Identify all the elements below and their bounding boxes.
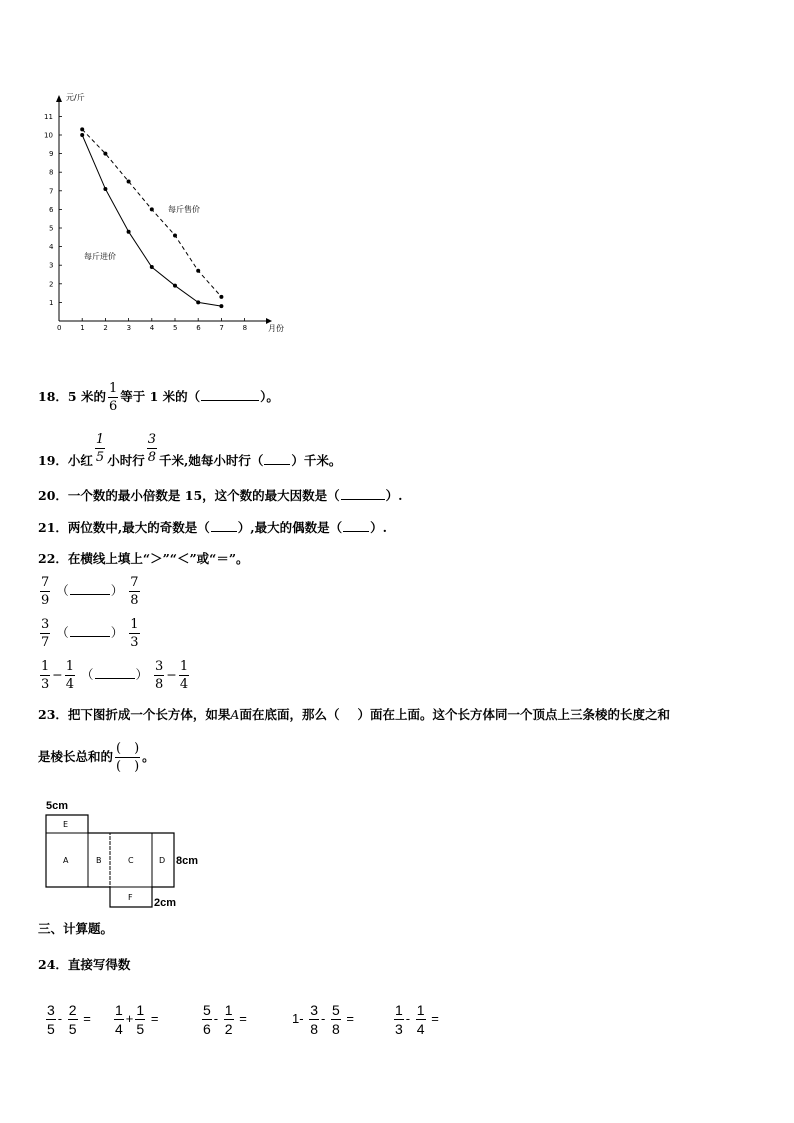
data-point (80, 127, 84, 131)
fraction (179, 660, 189, 691)
question-23-line-2 (38, 742, 155, 773)
question-text: ）,最大的偶数是（ (237, 520, 343, 535)
y-tick-label: 8 (49, 168, 54, 177)
data-point (196, 269, 200, 273)
answer-blank[interactable] (211, 530, 237, 532)
denominator: 4 (115, 1021, 123, 1037)
denominator: 2 (224, 1021, 233, 1037)
fraction (202, 1003, 212, 1036)
sell-price-line (82, 129, 221, 296)
y-tick-label: 2 (49, 280, 54, 289)
chart-axes (56, 95, 272, 324)
numerator: 7 (41, 575, 50, 590)
face-label-e: E (63, 820, 69, 829)
numerator: 1 (115, 1002, 123, 1018)
face-label-b: B (96, 856, 102, 865)
data-point (127, 180, 131, 184)
answer-blank[interactable] (264, 463, 290, 465)
fraction (394, 1003, 404, 1036)
x-tick-label: 7 (219, 324, 224, 332)
numerator: 1 (179, 659, 189, 674)
compare-row-2 (38, 618, 142, 649)
question-text: 小时行 (107, 453, 145, 468)
question-text: 小红 (67, 453, 93, 468)
paren-open: （ (81, 667, 94, 682)
dimension-bottom: 2cm (154, 897, 177, 909)
question-text: ）. (385, 488, 403, 503)
numerator: 7 (130, 575, 139, 590)
question-text: 把下图折成一个长方体，如果 (67, 707, 231, 722)
data-point (103, 187, 107, 191)
fraction (65, 660, 75, 691)
numerator: 3 (41, 617, 50, 632)
question-text: 5 米的 (67, 389, 106, 404)
y-tick-label: 7 (49, 187, 54, 196)
chart-ticks (44, 113, 247, 332)
dimension-top: 5cm (46, 800, 69, 812)
denominator: 3 (130, 635, 139, 650)
fraction (68, 1003, 78, 1036)
operator: - (57, 1010, 63, 1026)
denominator: 9 (41, 593, 50, 608)
x-tick-label: 3 (126, 324, 132, 332)
x-tick-label: 4 (149, 324, 155, 332)
price-line-chart (0, 0, 300, 345)
question-text: 一个数的最小倍数是 15，这个数的最大因数是（ (67, 488, 340, 503)
data-point (150, 265, 154, 269)
question-text: ）。 (260, 389, 279, 404)
question-text: 等于 1 米的（ (120, 389, 201, 404)
denominator: 8 (130, 593, 139, 608)
fraction (147, 433, 157, 464)
paren-close: ） (110, 583, 124, 598)
question-21 (38, 522, 387, 535)
minus-sign: − (166, 667, 177, 682)
calc-item-3 (200, 1003, 247, 1036)
calc-item-5 (392, 1003, 439, 1036)
question-text: ）千米。 (291, 453, 342, 468)
operator: + (125, 1010, 134, 1026)
numerator: 3 (310, 1002, 318, 1018)
fraction (95, 433, 105, 464)
paren-close: ） (135, 667, 149, 682)
equals-sign[interactable]: = (239, 1010, 247, 1026)
denominator: 3 (41, 677, 50, 692)
denominator: 8 (147, 450, 156, 465)
denominator: 8 (331, 1021, 340, 1037)
question-text: ）面在上面。这个长方体同一个顶点上三条棱的长度之和 (357, 707, 670, 722)
question-number: 24． (38, 957, 68, 972)
numerator: 1 (65, 659, 75, 674)
question-text: 在横线上填上“＞”“＜”或“＝”。 (67, 551, 249, 566)
fraction (154, 660, 164, 691)
numerator: 1 (136, 1002, 145, 1018)
fraction (416, 1003, 426, 1036)
data-point (150, 207, 154, 211)
denominator: 6 (108, 399, 118, 414)
question-number: 18． (38, 389, 68, 404)
numerator: 1 (108, 381, 118, 396)
paren-open: （ (56, 625, 69, 640)
fraction (108, 382, 118, 413)
question-23-line-1 (38, 709, 670, 722)
operator: - (213, 1010, 219, 1026)
data-point (219, 295, 223, 299)
denominator: 4 (65, 677, 75, 692)
face-label-f: F (128, 893, 133, 902)
answer-blank[interactable] (341, 498, 385, 500)
fraction (135, 1003, 145, 1036)
denominator: 5 (47, 1021, 55, 1037)
numerator: 1 (416, 1002, 425, 1018)
calc-item-1 (44, 1003, 91, 1036)
question-24 (38, 959, 130, 972)
numerator: 1 (95, 432, 105, 447)
question-text: 两位数中,最大的奇数是（ (67, 520, 210, 535)
dimension-right: 8cm (176, 855, 199, 867)
denominator: 5 (95, 450, 105, 465)
data-point (127, 230, 131, 234)
fraction (129, 576, 139, 607)
y-tick-label: 10 (44, 131, 53, 140)
numerator: 3 (155, 659, 164, 674)
numerator: 3 (147, 432, 156, 447)
denominator: 3 (395, 1021, 403, 1037)
question-number: 21． (38, 520, 68, 535)
denominator: 8 (155, 677, 164, 692)
fraction (40, 576, 50, 607)
numerator: 1 (395, 1002, 403, 1018)
minus-sign: − (52, 667, 63, 682)
x-tick-label: 5 (173, 324, 178, 332)
y-tick-label: 1 (49, 298, 54, 307)
answer-blank[interactable] (70, 635, 110, 637)
data-point (173, 233, 177, 237)
question-number: 20． (38, 488, 68, 503)
cost-price-label: 每斤进价 (84, 252, 116, 261)
question-text: 。 (142, 749, 155, 764)
y-tick-label: 5 (49, 224, 54, 233)
data-point (219, 304, 223, 308)
fraction (40, 660, 50, 691)
x-tick-label: 6 (196, 324, 201, 332)
face-label-c: C (128, 856, 134, 865)
cost-price-line (82, 135, 221, 306)
y-axis-unit: 元/斤 (66, 93, 85, 102)
operator: - (405, 1010, 411, 1026)
face-label-d: D (159, 856, 166, 865)
operator: - (320, 1010, 326, 1026)
y-tick-label: 6 (49, 205, 54, 214)
y-tick-label: 3 (49, 261, 54, 270)
sell-price-label: 每斤售价 (168, 205, 200, 214)
fraction (224, 1003, 234, 1036)
data-point (103, 152, 107, 156)
answer-blank[interactable] (343, 530, 369, 532)
paren-open: （ (56, 583, 69, 598)
numerator: 1 (224, 1002, 233, 1018)
fraction (46, 1003, 56, 1036)
answer-blank[interactable] (95, 677, 135, 679)
numerator: 5 (203, 1002, 211, 1018)
question-number: 23． (38, 707, 68, 722)
cuboid-net-diagram (40, 795, 220, 910)
denominator-blank[interactable]: ( ) (116, 759, 140, 774)
y-axis-arrow (56, 95, 62, 102)
face-a-label: A (230, 707, 240, 722)
denominator: 7 (41, 635, 50, 650)
numerator: 2 (68, 1002, 77, 1018)
question-number: 19． (38, 453, 68, 468)
equals-sign[interactable]: = (346, 1010, 354, 1026)
x-axis-unit: 月份 (268, 324, 284, 333)
answer-blank[interactable] (70, 593, 110, 595)
question-22 (38, 553, 249, 566)
equals-sign[interactable]: = (150, 1010, 159, 1026)
denominator: 8 (310, 1021, 318, 1037)
question-text: 千米,她每小时行（ (159, 453, 264, 468)
denominator: 6 (203, 1021, 211, 1037)
y-tick-label: 4 (49, 243, 54, 252)
calc-item-4 (292, 1003, 354, 1036)
question-20 (38, 490, 403, 503)
paren-close: ） (110, 625, 124, 640)
numerator: 3 (47, 1002, 55, 1018)
question-text: ）. (370, 520, 387, 535)
denominator: 5 (68, 1021, 77, 1037)
question-text: 面在底面，那么（ (239, 707, 340, 722)
data-point (80, 133, 84, 137)
fraction (309, 1003, 319, 1036)
denominator: 4 (416, 1021, 425, 1037)
fraction-blank[interactable] (115, 742, 140, 773)
x-tick-label: 8 (242, 324, 248, 332)
data-point (173, 284, 177, 288)
numerator: 1 (41, 659, 50, 674)
equals-sign[interactable]: = (431, 1010, 439, 1026)
answer-blank[interactable] (201, 399, 259, 401)
compare-row-1 (38, 576, 142, 607)
x-tick-label: 0 (57, 324, 62, 332)
fraction (129, 618, 139, 649)
chart-points (80, 127, 223, 308)
section-heading: 三、计算题。 (38, 921, 114, 936)
question-number: 22． (38, 551, 68, 566)
face-label-a: A (63, 856, 69, 865)
y-tick-label: 9 (49, 150, 54, 159)
fraction (331, 1003, 341, 1036)
numerator: 1 (130, 617, 139, 632)
question-text: 直接写得数 (67, 957, 131, 972)
compare-row-3 (38, 660, 191, 691)
numerator-blank[interactable]: ( ) (116, 741, 140, 756)
fraction (40, 618, 50, 649)
equals-sign[interactable]: = (83, 1010, 91, 1026)
denominator: 5 (136, 1021, 145, 1037)
chart-series (82, 129, 221, 306)
fraction (114, 1003, 124, 1036)
numerator: 5 (331, 1002, 340, 1018)
calc-item-2 (112, 1003, 158, 1036)
data-point (196, 300, 200, 304)
x-tick-label: 1 (80, 324, 85, 332)
question-text: 是棱长总和的 (38, 749, 114, 764)
question-19 (38, 432, 342, 468)
question-18 (38, 382, 279, 413)
denominator: 4 (179, 677, 189, 692)
y-tick-label: 11 (44, 112, 53, 121)
minuend: 1- (292, 1010, 304, 1026)
x-tick-label: 2 (103, 324, 108, 332)
